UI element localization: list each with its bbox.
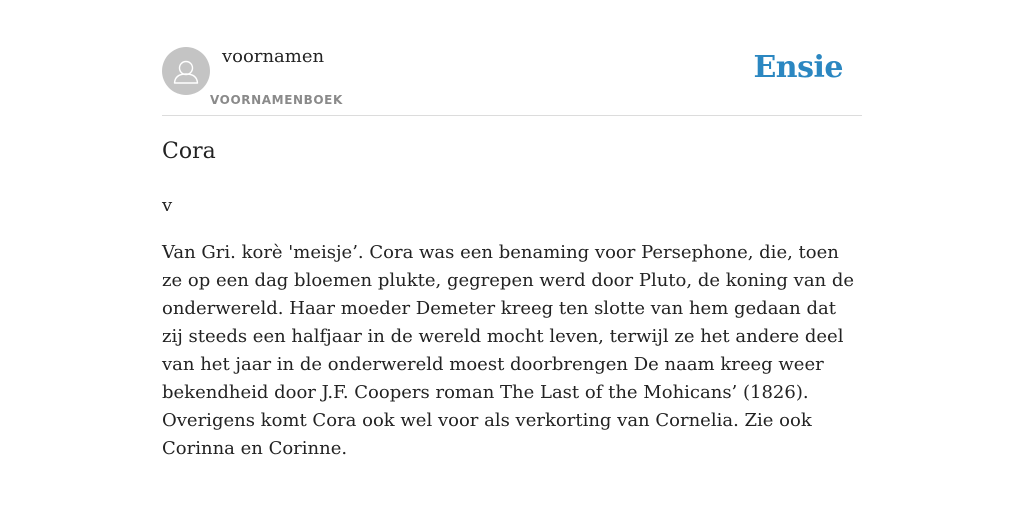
author-link[interactable]: voornamen: [222, 46, 325, 67]
page-container: [162, 0, 862, 459]
ensie-logo[interactable]: Ensie: [753, 50, 843, 85]
entry-title: Cora: [162, 139, 216, 164]
source-link[interactable]: VOORNAMENBOEK: [210, 93, 343, 107]
page-header: [162, 0, 862, 116]
entry-gender: v: [162, 195, 173, 216]
entry-definition: Van Gri. korè 'meisje’. Cora was een benaming voor Persephone, die, toen ze op een dag bloemen plukte, gegrepen werd door Pluto, de koning van de onderwereld. Haar moeder Demeter kreeg ten slotte van hem gedaan dat zij steeds een halfjaar in de wereld mocht leven, terwijl ze het andere deel van het jaar in de onderwereld moest doorbrengen De naam kreeg weer bekendheid door J.F. Coopers roman The Last of the Mohicans’ (1826). Overigens komt Cora ook wel voor als verkorting van Cornelia. Zie ook Corinna en Corinne.: [162, 242, 855, 459]
user-avatar-icon[interactable]: [162, 47, 210, 95]
